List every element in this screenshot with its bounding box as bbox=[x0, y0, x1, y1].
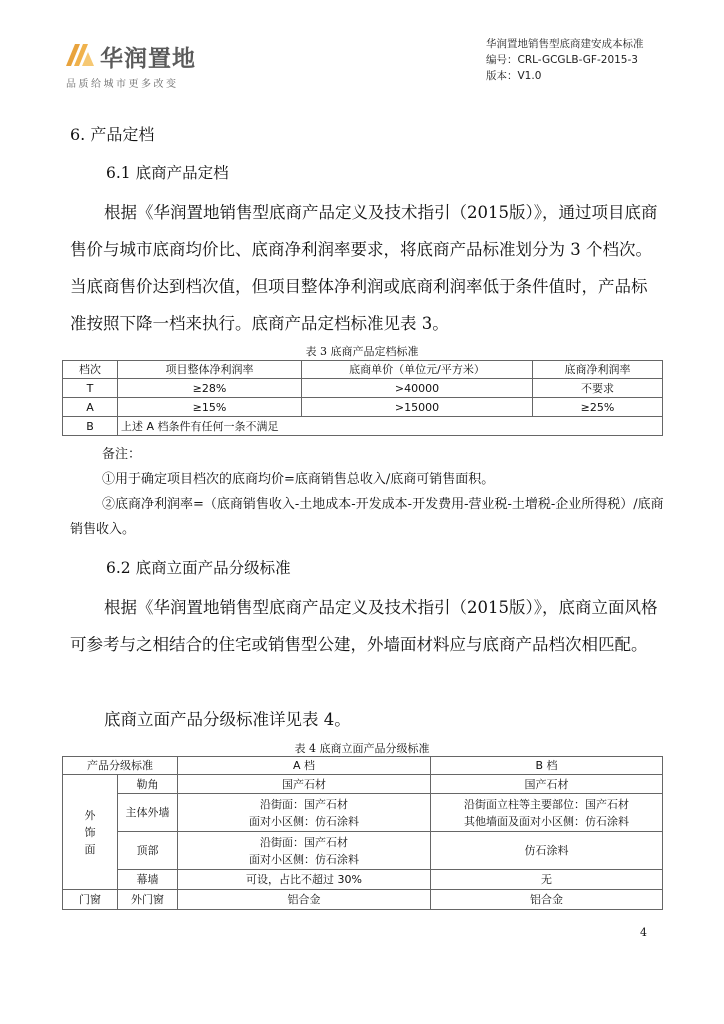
subsection-6-2-paragraph: 根据《华润置地销售型底商产品定义及技术指引（2015版）》，底商立面风格可参考与之相结合的住宅或销售型公建，外墙面材料应与底商产品档次相匹配。 bbox=[70, 598, 658, 654]
table-row bbox=[63, 794, 663, 832]
table3-header-cell: 档次 bbox=[63, 361, 118, 379]
table4-header-cell: B 档 bbox=[431, 757, 663, 775]
table3 bbox=[62, 360, 663, 436]
table-cell: ≥15% bbox=[118, 398, 302, 417]
cell-line: 面对小区侧：仿石涂料 bbox=[249, 814, 359, 828]
table-cell bbox=[178, 832, 431, 870]
subsection-6-1-paragraph: 根据《华润置地销售型底商产品定义及技术指引（2015版）》，通过项目底商售价与城市底商均价比、底商净利润率要求，将底商产品标准划分为 3 个档次。当底商售价达到档次值，但项目整体净利润或底商利润率低于条件值时，产品标准按照下降一档来执行。底商产品定档标准见表 3。 bbox=[70, 203, 658, 333]
table-cell: ≥28% bbox=[118, 379, 302, 398]
table-cell: 上述 A 档条件有任何一条不满足 bbox=[118, 417, 663, 436]
table-cell bbox=[178, 794, 431, 832]
table-row bbox=[63, 398, 663, 417]
table-cell: 幕墙 bbox=[118, 870, 178, 890]
table4-header-cell: 产品分级标准 bbox=[63, 757, 178, 775]
table-cell: 铝合金 bbox=[431, 890, 663, 910]
group-cell-exterior bbox=[63, 775, 118, 890]
table-cell: A bbox=[63, 398, 118, 417]
subsection-6-2-title: 6.2 底商立面产品分级标准 bbox=[106, 559, 291, 577]
document-info bbox=[486, 36, 644, 84]
table-row bbox=[63, 870, 663, 890]
subsection-6-2-paragraph-2: 底商立面产品分级标准详见表 4。 bbox=[104, 710, 351, 729]
table-cell: >15000 bbox=[302, 398, 533, 417]
table4-header-row bbox=[63, 757, 663, 775]
table3-header-cell: 底商单价（单位元/平方米） bbox=[302, 361, 533, 379]
logo-mark-icon bbox=[66, 42, 94, 66]
table-cell: 铝合金 bbox=[178, 890, 431, 910]
table4-caption: 表 4 底商立面产品分级标准 bbox=[294, 742, 430, 755]
group-label: 外饰面 bbox=[84, 808, 96, 856]
cell-line: 沿街面：国产石材 bbox=[260, 797, 348, 811]
table-cell: 无 bbox=[431, 870, 663, 890]
table4-header-cell: A 档 bbox=[178, 757, 431, 775]
logo-text: 华润置地 bbox=[100, 46, 196, 72]
doc-number: 编号：CRL-GCGLB-GF-2015-3 bbox=[486, 54, 638, 66]
note-2: ②底商净利润率=（底商销售收入-土地成本-开发成本-开发费用-营业税-土增税-企业所得税）/底商销售收入。 bbox=[70, 497, 664, 537]
logo-slogan: 品质给城市更多改变 bbox=[66, 79, 179, 90]
note-1: ①用于确定项目档次的底商均价=底商销售总收入/底商可销售面积。 bbox=[102, 472, 495, 487]
table-cell: 国产石材 bbox=[178, 775, 431, 794]
table-cell: 顶部 bbox=[118, 832, 178, 870]
table-cell: 国产石材 bbox=[431, 775, 663, 794]
cell-line: 沿街面立柱等主要部位：国产石材 bbox=[464, 797, 629, 811]
table3-caption: 表 3 底商产品定档标准 bbox=[305, 345, 419, 358]
table-row bbox=[63, 417, 663, 436]
subsection-6-1-title: 6.1 底商产品定档 bbox=[106, 164, 229, 182]
table-cell: T bbox=[63, 379, 118, 398]
table-cell: 主体外墙 bbox=[118, 794, 178, 832]
table-row bbox=[63, 775, 663, 794]
table-row bbox=[63, 890, 663, 910]
notes bbox=[70, 442, 666, 542]
table-row bbox=[63, 832, 663, 870]
table-cell: 可设，占比不超过 30% bbox=[178, 870, 431, 890]
table-cell bbox=[431, 794, 663, 832]
table3-header-row bbox=[63, 361, 663, 379]
table3-header-cell: 项目整体净利润率 bbox=[118, 361, 302, 379]
table-cell: >40000 bbox=[302, 379, 533, 398]
page-number: 4 bbox=[640, 926, 647, 939]
cell-line: 面对小区侧：仿石涂料 bbox=[249, 852, 359, 866]
table4 bbox=[62, 756, 663, 910]
table-cell: 外门窗 bbox=[118, 890, 178, 910]
table-cell: 门窗 bbox=[63, 890, 118, 910]
table-row bbox=[63, 379, 663, 398]
doc-version: 版本：V1.0 bbox=[486, 70, 542, 82]
table-cell: 不要求 bbox=[533, 379, 663, 398]
table-cell: ≥25% bbox=[533, 398, 663, 417]
cell-line: 沿街面：国产石材 bbox=[260, 835, 348, 849]
cell-line: 其他墙面及面对小区侧：仿石涂料 bbox=[464, 814, 629, 828]
section-title: 6. 产品定档 bbox=[70, 125, 155, 144]
table-cell: 仿石涂料 bbox=[431, 832, 663, 870]
doc-title: 华润置地销售型底商建安成本标准 bbox=[486, 38, 644, 50]
notes-label: 备注： bbox=[102, 447, 142, 462]
table3-header-cell: 底商净利润率 bbox=[533, 361, 663, 379]
table-cell: 勒角 bbox=[118, 775, 178, 794]
table-cell: B bbox=[63, 417, 118, 436]
